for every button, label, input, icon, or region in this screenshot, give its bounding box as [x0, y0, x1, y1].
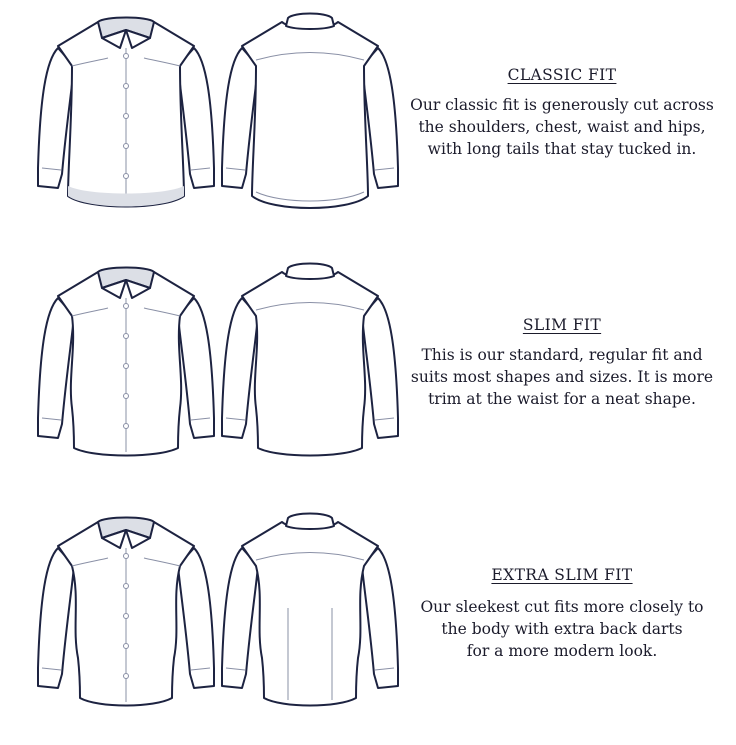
fit-description-block: [402, 66, 722, 160]
description-line: with long tails that stay tucked in.: [427, 140, 697, 158]
shirt-back-icon: [212, 508, 408, 734]
fit-description-block: [402, 316, 722, 410]
fit-title: SLIM FIT: [522, 316, 602, 334]
fit-description: [402, 596, 722, 662]
description-line: Our classic fit is generously cut across: [410, 96, 714, 114]
shirt-front-icon: [28, 258, 224, 484]
description-line: This is our standard, regular fit and: [421, 346, 703, 364]
description-line: the body with extra back darts: [441, 620, 683, 638]
fit-description: [402, 344, 722, 410]
shirt-back-icon: [212, 8, 408, 234]
fit-title: CLASSIC FIT: [507, 66, 617, 84]
description-line: Our sleekest cut fits more closely to: [420, 598, 704, 616]
fit-description-block: [402, 566, 722, 662]
shirt-front-icon: [28, 508, 224, 734]
description-line: trim at the waist for a neat shape.: [428, 390, 696, 408]
description-line: the shoulders, chest, waist and hips,: [418, 118, 706, 136]
shirt-front-icon: [28, 8, 224, 234]
fit-row-extra-slim: [0, 500, 736, 745]
description-line: suits most shapes and sizes. It is more: [410, 368, 714, 386]
fit-description: [402, 94, 722, 160]
shirt-back-icon: [212, 258, 408, 484]
fit-title: EXTRA SLIM FIT: [491, 566, 633, 584]
fit-row-classic: [0, 0, 736, 245]
description-line: for a more modern look.: [466, 642, 658, 660]
fit-row-slim: [0, 250, 736, 495]
